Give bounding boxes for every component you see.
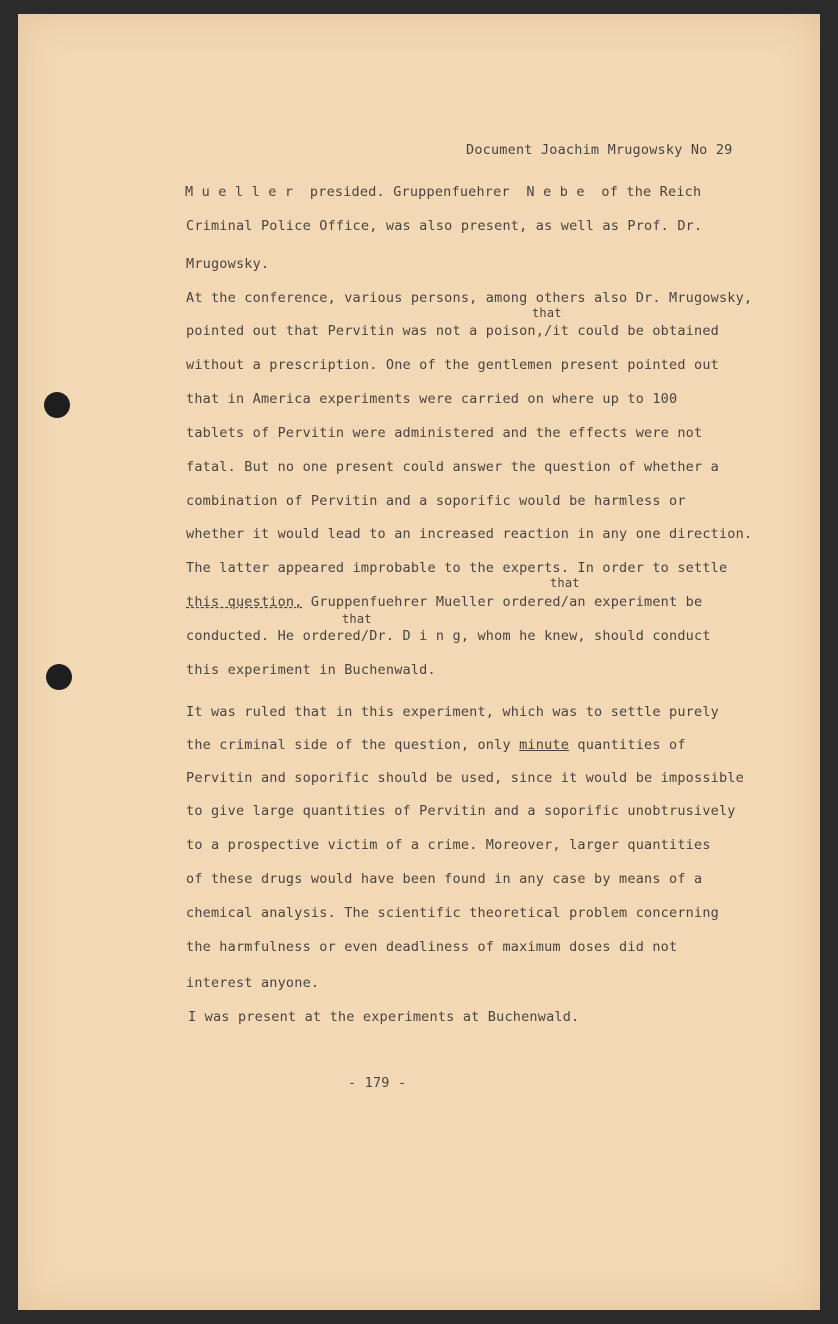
underlined-phrase: this question, bbox=[186, 594, 303, 610]
text-line: conducted. He ordered/Dr. D i n g, whom he knew, should conduct bbox=[186, 628, 711, 644]
text-line: Criminal Police Office, was also present, as well as Prof. Dr. bbox=[186, 218, 703, 234]
text-line: Pervitin and soporific should be used, since it would be impossible bbox=[186, 770, 744, 786]
text-line-minute: the criminal side of the question, only minute quantities of bbox=[186, 737, 686, 753]
text-line: combination of Pervitin and a soporific would be harmless or bbox=[186, 493, 686, 509]
underlined-word: minute bbox=[519, 737, 570, 753]
text-line: I was present at the experiments at Buchenwald. bbox=[188, 1009, 580, 1025]
text-line: to give large quantities of Pervitin and a soporific unobtrusively bbox=[186, 803, 736, 819]
text-line: It was ruled that in this experiment, which was to settle purely bbox=[186, 704, 719, 720]
text-line: At the conference, various persons, among others also Dr. Mrugowsky, bbox=[186, 290, 753, 306]
text-line: M u e l l e r presided. Gruppenfuehrer N e b e of the Reich bbox=[185, 184, 702, 200]
punch-hole-top bbox=[44, 392, 70, 418]
text-line: pointed out that Pervitin was not a poison,/it could be obtained bbox=[186, 323, 719, 339]
punch-hole-bottom bbox=[46, 664, 72, 690]
text-line-settle: this question, Gruppenfuehrer Mueller ordered/an experiment be bbox=[186, 594, 703, 610]
text-line: chemical analysis. The scientific theoretical problem concerning bbox=[186, 905, 719, 921]
page-number: - 179 - bbox=[348, 1075, 407, 1091]
insertion-word: that bbox=[532, 306, 562, 320]
insertion-word: that bbox=[342, 612, 372, 626]
text-line: to a prospective victim of a crime. Moreover, larger quantities bbox=[186, 837, 711, 853]
text-line: fatal. But no one present could answer the question of whether a bbox=[186, 459, 719, 475]
text-line: interest anyone. bbox=[186, 975, 320, 991]
text-line: that in America experiments were carried on where up to 100 bbox=[186, 391, 678, 407]
document-header: Document Joachim Mrugowsky No 29 bbox=[466, 142, 733, 158]
text-line: without a prescription. One of the gentlemen present pointed out bbox=[186, 357, 719, 373]
text-line: of these drugs would have been found in any case by means of a bbox=[186, 871, 703, 887]
text-line: The latter appeared improbable to the experts. In order to settle bbox=[186, 560, 728, 576]
text-line: Mrugowsky. bbox=[186, 256, 270, 272]
text-line: whether it would lead to an increased reaction in any one direction. bbox=[186, 526, 753, 542]
insertion-word: that bbox=[550, 576, 580, 590]
text-line: this experiment in Buchenwald. bbox=[186, 662, 436, 678]
text-line: tablets of Pervitin were administered and the effects were not bbox=[186, 425, 703, 441]
text-line: the harmfulness or even deadliness of maximum doses did not bbox=[186, 939, 678, 955]
